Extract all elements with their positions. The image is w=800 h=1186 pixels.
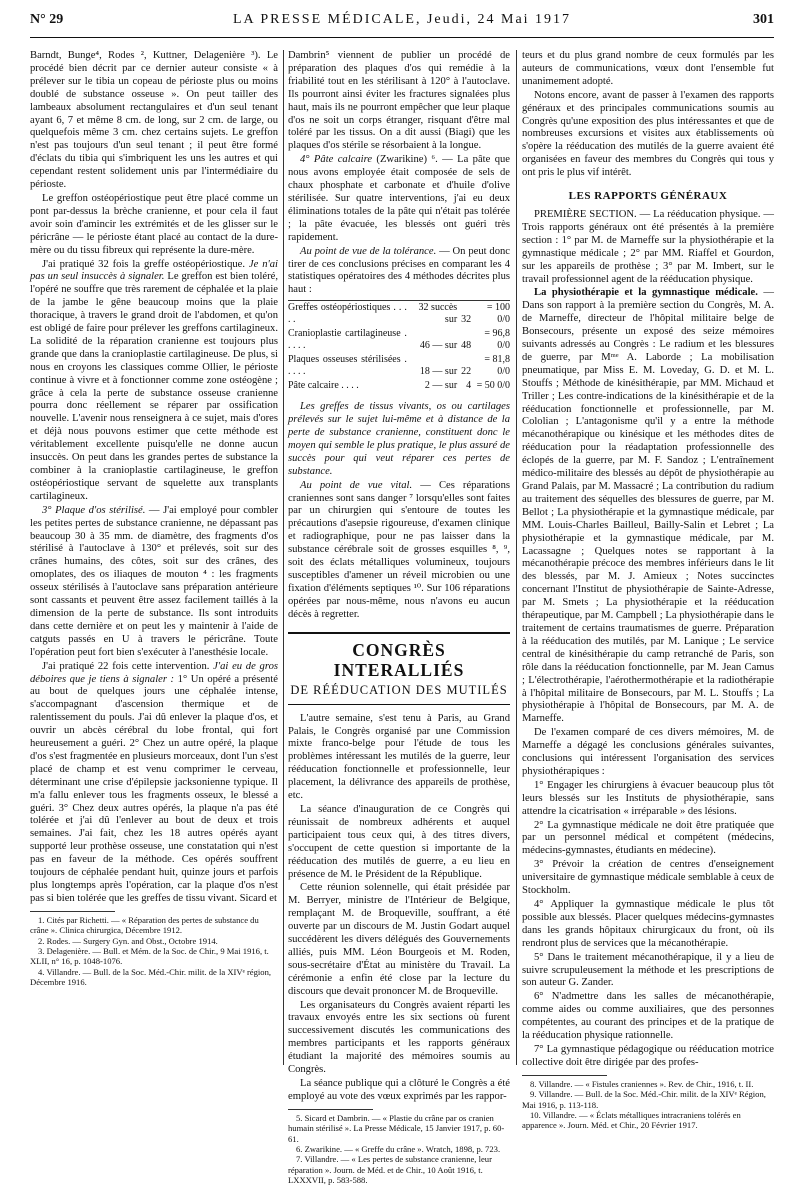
footnote: 10. Villandre. — « Éclats métalliques intracraniens tolérés en apparence ». Journ. Méd. et Chir., 20 Février 1917. xyxy=(522,1110,741,1131)
paragraph: teurs et du plus grand nombre de ceux formulés par les auteurs de communications, vœux dont l'ensemble fut unanimement adopté. xyxy=(522,50,774,87)
paragraph: Dambrin⁵ viennent de publier un procédé de préparation des plaques d'os qui remédie à la friabilité tout en les stérilisant à 120° à l'autoclave. Ils pourront ainsi éviter les fractures signalées plus haut, mais ils ne pourront empêcher que leur plaque d'os ne soit un corps étranger, risquant d'être mal toléré par les tissus. On a dit aussi (Biagi) que les plaques d'os stérile se résorbaient à la longue. xyxy=(288,50,510,152)
table-cell: = 96,8 0/0 xyxy=(484,328,510,352)
paragraph: 5° Dans le traitement mécanothérapique, il y a lieu de suivre scrupuleusement la méthode et les prescriptions de son auteur G. Zander. xyxy=(522,951,774,989)
paragraph xyxy=(30,259,278,504)
table-cell: 32 xyxy=(461,314,472,326)
issue-number: N° 29 xyxy=(30,12,64,27)
statistics-table xyxy=(288,300,510,393)
column-divider xyxy=(516,50,517,1065)
text-run: (Zwarikine) ⁶. — La pâte que nous avons employée était composée de sels de chaux phosphate et carbonate et d'huile d'olive stérilisée. Sur quatre interventions, j'ai eu deux éliminations totales de la pâte qui n'était pas tolérée ; la pâte évacuée, les blessés ont guéri très rapidement. xyxy=(288,154,511,243)
footnote-rule xyxy=(30,911,115,912)
table-cell: 48 xyxy=(461,340,472,352)
table-cell: Greffes ostéopériostiques . . . . . xyxy=(288,302,407,326)
table-cell: 46 — sur xyxy=(419,340,458,352)
table-cell: = 81,8 0/0 xyxy=(484,354,510,378)
paragraph: De l'examen comparé de ces divers mémoires, M. de Marneffe a dégagé les conclusions générales suivantes, conclusions qui intéressent l'organisation des services physiothérapiques : xyxy=(522,727,774,777)
table-cell: 18 — sur xyxy=(419,366,458,378)
column-3 xyxy=(522,50,774,1131)
article-subtitle: DE RÉÉDUCATION DES MUTILÉS xyxy=(290,682,508,697)
footnote: 1. Cités par Richetti. — « Réparation des pertes de substance du crâne ». Clinica chirurgica, Décembre 1912. xyxy=(30,914,259,936)
italic-text: Au point de vue de la tolérance. xyxy=(300,245,437,257)
table-cell: Cranioplastie cartilagineuse . . . . . xyxy=(288,328,407,352)
italic-text: Au point de vue vital. xyxy=(300,479,413,491)
paragraph xyxy=(30,661,278,906)
text-run: — J'ai employé pour combler les petites pertes de substance cranienne, ne dépassant pas beaucoup 30 à 35 mm. de diamètre, des fragments d'os stérilisé à l'autoclave à 130° et prélevés, soit sur des crânes humains, des côtes, soit sur des crânes, des omoplates, des os iliaques de mouton ⁴ : les fragments osseux stérilisés à l'autoclave sans préparation antérieure sont cassants et peuvent être assez facilement taillés à la dimension de la perte de substance. Ils sont introduits dans cette dernière et on peut les y maintenir à l'aide de catguts passés en U à travers le péricrâne. Toute l'opération peut fort bien s'exécuter à l'anesthésie locale. xyxy=(30,504,278,658)
footnote: 9. Villandre. — Bull. de la Soc. Méd.-Chir. milit. de la XIVᵉ Région, Mai 1916, p. 113-118. xyxy=(522,1089,766,1110)
table-cell: Pâte calcaire . . . . xyxy=(288,380,359,392)
article-title: CONGRÈS INTERALLIÉS xyxy=(333,639,465,680)
paragraph: Le greffon ostéopériostique peut être placé comme un pont par-dessus la brèche cranienne, et pour cela il faut avoir soin d'amincir les extrémités et de les glisser sur le péricrâne — le périoste étant placé au contact de la dure-mère ou du tissu fibreux qui représente la dure-mère. xyxy=(30,192,278,256)
paragraph xyxy=(288,480,510,622)
footnote: 2. Rodes. — Surgery Gyn. and Obst., Octobre 1914. xyxy=(38,935,218,946)
footnote: 3. Delagenière. — Bull. et Mém. de la Soc. de Chir., 9 Mai 1916, t. XLII, n° 16, p. 1048-1076. xyxy=(30,946,269,967)
text-run: J'ai pratiqué 32 fois la greffe ostéopériostique. xyxy=(42,258,249,270)
paragraph: Barndt, Bunge⁴, Rodes ², Kuttner, Delagenière ³). Le procédé bien décrit par ce dernier auteur consiste « à prélever sur le tibia un copeau de périoste plus ou moins doublé de substance osseuse ». On peut tailler des lambeaux absolument rectangulaires et d'un seul tenant ayant 6, 7 et même 8 cm. de long, sur 2 cm. de large, ou quelquefois même 3 cm. chez certains sujets. Le greffon n'est pas toujours d'un seul tenant ; il peut être formé d'éclats du tibia qui s'imbriquent les uns les autres et qui cependant restent solidement unis par l'intermédiaire du périoste. xyxy=(30,50,278,191)
footnotes xyxy=(522,1079,774,1131)
footnote-rule xyxy=(522,1075,607,1076)
footnote: 8. Villandre. — « Fistules craniennes ». Rev. de Chir., 1916, t. II. xyxy=(530,1078,754,1089)
table-cell: 22 xyxy=(461,366,472,378)
column-1 xyxy=(30,50,278,988)
subsection-label: 3° Plaque d'os stérilisé. xyxy=(42,504,146,516)
paragraph: 7° La gymnastique pédagogique ou rééducation motrice collective doit être dirigée par des profes- xyxy=(522,1043,774,1068)
table-cell: 4 xyxy=(466,380,472,392)
italic-text: Je n'ai pas un seul insuccès à signaler. xyxy=(30,258,278,283)
paragraph: 4° Appliquer la gymnastique médicale le plus tôt possible aux blessés. Placer quelques médecins-gymnastes dans les grands hôpitaux chirurgicaux du front, où ils rendront plus de services que la mécanothérapie. xyxy=(522,899,774,949)
table-cell: 2 — sur xyxy=(424,380,458,392)
text-run: J'ai pratiqué 22 fois cette intervention. xyxy=(42,660,214,672)
text-run: — Dans son rapport à la première section du Congrès, M. A. de Marneffe, directeur de l'hôpital militaire belge de Bonsecours, présente un exposé des seize mémoires suivants adressés au Congrès : Le radium et les blessures de guerre, par Mᵐᵉ A. Laborde ; La mobilisation pneumatique, par Miss E. M. Loveday, G. D. et M. L. Stouffs ; Méthode de kinésithérapie, par MM. Michaud et Triller ; Les contre-indications de la kinésithérapie et de la rééducation fonctionnelle et professionnelle, par M. Cololian ; L'antagonisme qu'il y a entre la méthode mécanothérapique ou kinésique et les méthodes dites de rééducation pour la réadaptation professionnelle des éclopés de la guerre, par M. F. Sandoz ; L'entraînement médico-militaire des blessés au dépôt de physiothérapie au Grand Palais, par M. Massacré ; La contribution du radium au traitement des séquelles des blessures de guerre, par M. Bellot ; La physiothérapie et la gymnastique médicale, par MM. Louis-Charles Bailleul, Bailly-Salin et Lebret ; La physiothérapie et la gymnastique médicale, par M. Lacassagne ; Quelques notes se rapportant à la mécanothérapie précoce des membres inférieurs dans le lit des blessés, par M. J. Amieux ; Notes succinctes concernant l'Institut de physiothérapie de Sainte-Adresse, par M. Smets ; La physiothérapie et la rééducation thérapeutique, par M. Campbell ; La physiothérapie dans le traitement de certains traumatismes de guerre. Préparation à la rééducation des mutilés, par M. Lanique ; Le service central de kinésithérapie du camp retranché de Paris, son rôle dans la rééducation fonctionnelle, par M. Jean Camus ; L'électrothérapie, l'aérothermothérapie et la radiothérapie à l'hôpital militaire de Bonsecours, par M. L. Stouffs ; La physiothérapie à l'hôpital de Bonsecours, par M. A. de Marneffe. xyxy=(522,287,774,725)
paragraph: Les organisateurs du Congrès avaient réparti les travaux envoyés entre les six sections où furent successivement discutés les communications des membres participants et les rapports généraux étudiant la majorité des mémoires soumis au Congrès. xyxy=(288,999,510,1076)
footnote: 5. Sicard et Dambrin. — « Plastie du crâne par os cranien humain stérilisé ». La Presse Médicale, 15 Janvier 1917, p. 60-61. xyxy=(288,1112,505,1144)
section-label: PREMIÈRE SECTION. — La rééducation physique. xyxy=(534,208,761,220)
subsection-title: La physiothérapie et la gymnastique médicale. xyxy=(534,287,758,299)
page-number: 301 xyxy=(753,12,774,27)
footnotes xyxy=(30,915,278,988)
paragraph: La séance d'inauguration de ce Congrès qui réunissait de nombreux adhérents et auquel participaient tous ceux qui, à des titres divers, s'occupent de cette question si importante de la rééducation des mutilés de guerre, a eu lieu en présence de M. le Président de la République. xyxy=(288,803,510,880)
footnote: 6. Zwarikine. — « Greffe du crâne ». Wratch, 1898, p. 723. xyxy=(296,1144,501,1155)
paragraph: 3° Prévoir la création de centres d'enseignement universitaire de gymnastique médicale semblable à ceux de Stockholm. xyxy=(522,859,774,897)
text-run: 1° Un opéré a présenté au bout de quelques jours une céphalée intense, s'accompagnant d'ascension thermique et de ralentissement du pouls. J'ai dû enlever la plaque d'os, et ouvrir un abcès cérébral du lobe frontal, qui fort heureusement a guéri. 2° Chez un autre opéré, la plaque d'os s'est fragmentée en plusieurs morceaux, dont l'un s'est placé de champ et est venu comprimer le cerveau, déterminant une crise d'épilepsie jacksonienne typique. Il m'a fallu enlever tous les fragments osseux, le blessé a guéri. 3° Chez deux autres opérés, la plaque n'a pas été tolérée et j'ai dû l'enlever au bout de deux et trois semaines. J'ai fait, chez les 18 autres opérés ayant supporté leur prothèse osseuse, une constatation qui n'est pas en faveur de la méthode. Ces opérés souffrent toujours de céphalée pendant huit, quinze jours et parfois plus longtemps après l'opération, car la plaque d'os n'est pas si bien tolérée que les greffes de tissu vivant. Sicard et xyxy=(30,673,279,904)
text-run: — Trois rapports généraux ont été présentés à la première section : 1° par M. de Marneffe sur la physiothérapie et la gymnastique médicale ; 2° par MM. Riaffel et Gourdon, sur les appareils de prothèse ; 3° par M. Imbert, sur le travail professionnel agent de la rééducation physique. xyxy=(522,208,774,285)
table-cell: Plaques osseuses stérilisées . . . . . xyxy=(288,354,407,378)
paragraph xyxy=(288,401,510,478)
paragraph xyxy=(288,246,510,298)
footnote-rule xyxy=(288,1109,373,1110)
table-row xyxy=(288,379,510,393)
table-row xyxy=(288,327,510,353)
italic-text: J'ai eu de gros déboires que je tiens à signaler : xyxy=(30,660,278,685)
article-heading xyxy=(288,632,510,705)
text-run: Le greffon est bien toléré, l'opéré ne souffre que très rarement de céphalée et la plaie de la jambe le gêne beaucoup moins que la plaie thoracique, à travers le grand droit de l'abdomen, et qu'on est obligé de faire pour prélever les greffons cartilagineux. La solidité de la réparation cranienne est toujours plus grande que dans la cranioplastie cartilagineuse. De plus, si nous en croyons les classiques comme Ollier, le périoste continue à vivre et à fonctionner comme zone ostéogène ; grâce à cela la perte de substance osseuse cranienne pourra donc réellement se réparer par ossification nouvelle. L'avenir nous renseignera à ce sujet, mais d'ores et déjà nous pouvons estimer que cette méthode est véritablement excellente puisqu'elle ne donne aucun insuccès. On peut dans les grandes pertes de substance la combiner à la cranioplastie cartilagineuse, le greffon ostéopériostique servant de squelette aux transplants cartilagineux. xyxy=(30,271,278,502)
journal-title: LA PRESSE MÉDICALE, Jeudi, 24 Mai 1917 xyxy=(232,12,572,27)
italic-text: Les greffes de tissus vivants, os ou cartilages prélevés sur le sujet lui-même et à distance de la perte de substance cranienne, constituent donc le moyen qui semble le plus pratique, le plus assuré de succès pour qui veut réparer ces pertes de substance. xyxy=(288,401,510,477)
table-cell: = 100 0/0 xyxy=(486,302,510,326)
paragraph xyxy=(522,209,774,286)
paragraph: 2° La gymnastique médicale ne doit être pratiquée que par un personnel médical et compétent (médecins, médecins-gymnastes, étudiants en médecine). xyxy=(522,819,774,857)
paragraph: Cette réunion solennelle, qui était présidée par M. Berryer, ministre de l'Intérieur de Belgique, remplaçant M. de Broqueville, souffrant, a été ouverte par un discours de M. Justin Godart auquel succédèrent les divers délégués des Gouvernements alliés, puis MM. Léon Bourgeois et M. Roden, sous-secrétaire d'État au ministère du Travail. La cérémonie a enfin été close par la lecture du discours que devait prononcer M. de Broqueville. xyxy=(288,882,510,997)
paragraph xyxy=(288,154,510,244)
table-cell: = 50 0/0 xyxy=(476,380,510,392)
footnote: 4. Villandre. — Bull. de la Soc. Méd.-Chir. milit. de la XIVᵉ région, Décembre 1916. xyxy=(30,966,272,988)
text-run: — On peut donc tirer de ces conclusions précises en comparant les 4 statistiques opératoires des 4 méthodes décrites plus haut : xyxy=(288,245,511,296)
paragraph: Notons encore, avant de passer à l'examen des rapports généraux et des principales communications soumis au Congrès qu'une exposition des plus intéressantes et que de nombreuses excursions et visites aux établissements où s'opère la rééducation des mutilés de la guerre avaient été organisées en faveur des membres du Congrès qui tous y ont pris le plus vif intérêt. xyxy=(522,89,774,179)
footnote: 7. Villandre. — « Les pertes de substance cranienne, leur réparation ». Journ. de Méd. et de Chir., 10 Août 1916, t. LXXXVII, p. 583-588. xyxy=(288,1154,492,1186)
paragraph xyxy=(30,505,278,660)
table-cell: 32 succès sur xyxy=(418,302,458,326)
column-divider xyxy=(283,50,284,1065)
text-run: — Ces réparations craniennes sont sans danger ⁷ lorsqu'elles sont faites par un chirurgien qui s'entoure de toutes les précautions d'asepsie rigoureuse, d'examen clinique et radiographique, pour ne pas laisser dans la substance cérébrale soit de grosses esquilles ⁸, ⁹, soit des éclats métalliques volumineux, toujours susceptibles d'amener un réveil microbien ou une fixation d'éléments septiques ¹⁰. Sur 106 réparations opérées par nous-même, nous n'avons eu aucun décès à regretter. xyxy=(288,479,510,620)
subsection-label: 4° Pâte calcaire xyxy=(300,154,373,166)
column-2 xyxy=(288,50,510,1186)
page-header xyxy=(30,10,774,38)
table-row xyxy=(288,301,510,328)
paragraph: 1° Engager les chirurgiens à évacuer beaucoup plus tôt leurs blessés sur les Instituts de physiothérapie, sans attendre la cicatrisation « irréparable » des lésions. xyxy=(522,779,774,817)
paragraph: 6° N'admettre dans les salles de mécanothérapie, comme aides ou comme auxiliaires, que des personnes compétentes, au courant des principes et de la pratique de la rééducation physique rationnelle. xyxy=(522,991,774,1042)
paragraph: L'autre semaine, s'est tenu à Paris, au Grand Palais, le Congrès organisé par une Commission mixte franco-belge pour l'étude de tous les problèmes intéressant les mutilés de la guerre, leur rééducation fonctionnelle et professionnelle, leur placement, la délivrance des appareils de prothèse, etc. xyxy=(288,712,510,802)
section-title: LES RAPPORTS GÉNÉRAUX xyxy=(568,190,728,203)
paragraph xyxy=(522,287,774,726)
footnotes xyxy=(288,1113,510,1186)
table-row xyxy=(288,353,510,379)
paragraph: La séance publique qui a clôturé le Congrès a été employé au vote des vœux exprimés par les rappor- xyxy=(288,1078,510,1102)
